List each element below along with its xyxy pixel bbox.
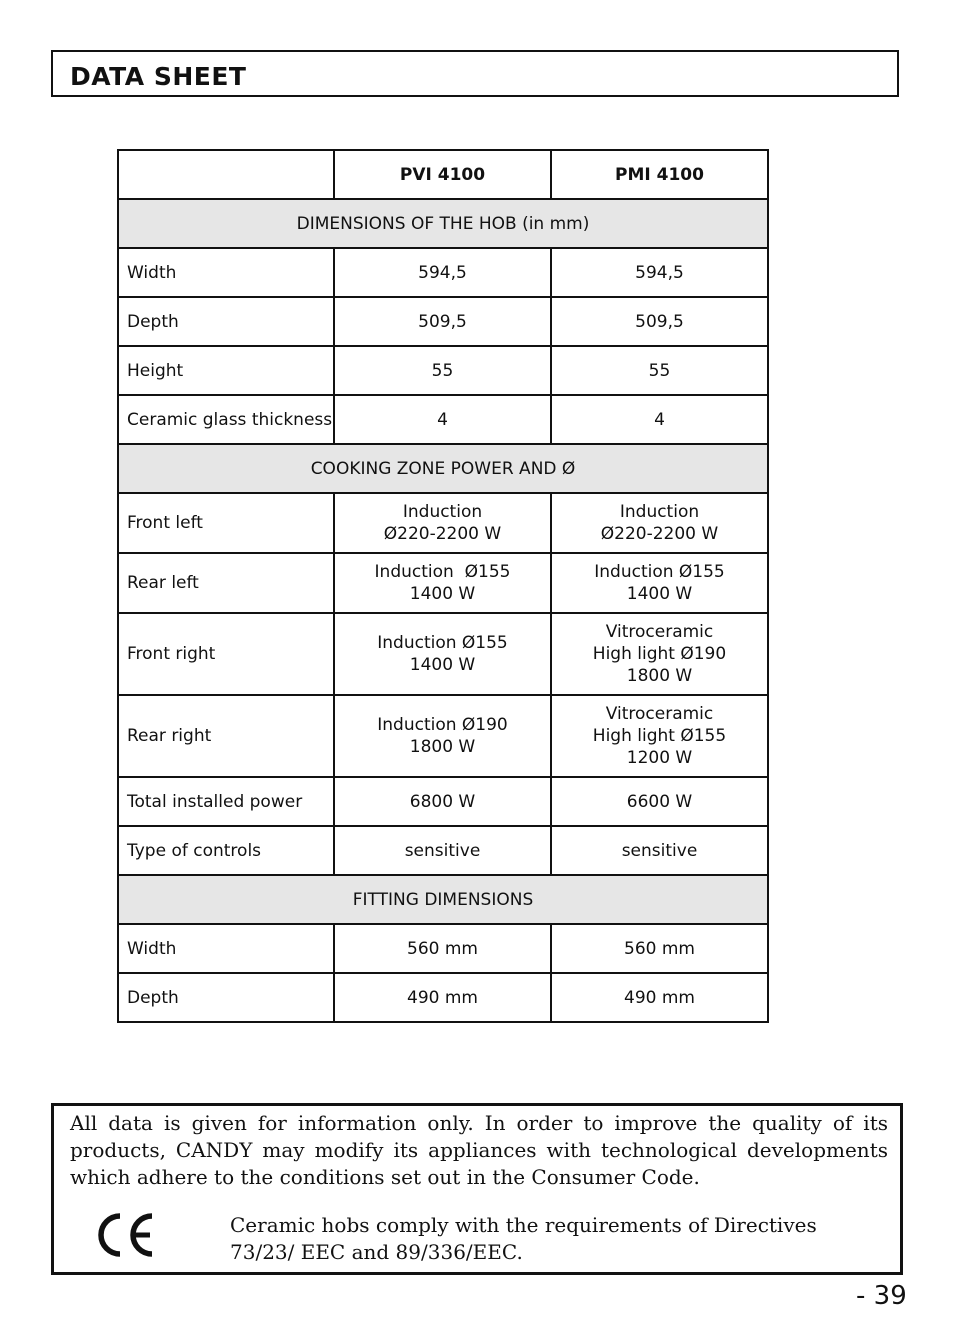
table-row [118, 695, 768, 777]
table-row [118, 553, 768, 613]
pvi-value [334, 695, 551, 777]
value-line: Ø220-2200 W [383, 524, 502, 544]
table-row [118, 924, 768, 973]
row-label: Rear left [118, 553, 334, 613]
pmi-value: 4 [551, 395, 768, 444]
section-title: FITTING DIMENSIONS [118, 875, 768, 924]
value-line: 1400 W [626, 584, 693, 604]
row-label: Depth [118, 297, 334, 346]
pmi-value: 509,5 [551, 297, 768, 346]
value-line: 1200 W [626, 748, 693, 768]
row-label: Front right [118, 613, 334, 695]
value-line: Induction [619, 502, 700, 522]
section-header-row [118, 444, 768, 493]
value-line: 1400 W [409, 655, 476, 675]
section-title: COOKING ZONE POWER AND Ø [118, 444, 768, 493]
page-title: DATA SHEET [70, 62, 247, 91]
pmi-value [551, 695, 768, 777]
pvi-value [334, 613, 551, 695]
data-sheet-table [117, 149, 769, 1023]
pvi-value [334, 553, 551, 613]
value-line: Induction Ø155 [377, 633, 508, 653]
value-line: High light Ø190 [592, 644, 727, 664]
section-header-row [118, 875, 768, 924]
column-header: PMI 4100 [551, 150, 768, 199]
directives-line: 73/23/ EEC and 89/336/EEC. [230, 1240, 523, 1264]
directives-line: Ceramic hobs comply with the requirements of Directives [230, 1213, 817, 1237]
value-line: Induction Ø190 [377, 715, 508, 735]
column-header: PVI 4100 [334, 150, 551, 199]
pmi-value: 560 mm [551, 924, 768, 973]
pmi-value: 594,5 [551, 248, 768, 297]
row-label: Width [118, 248, 334, 297]
value-line: Induction Ø155 [594, 562, 725, 582]
value-line: 1800 W [409, 737, 476, 757]
row-label: Depth [118, 973, 334, 1022]
table-row [118, 395, 768, 444]
pvi-value: 509,5 [334, 297, 551, 346]
row-label: Ceramic glass thickness [118, 395, 334, 444]
table-row [118, 613, 768, 695]
table-row [118, 248, 768, 297]
section-title: DIMENSIONS OF THE HOB (in mm) [118, 199, 768, 248]
pmi-value [551, 613, 768, 695]
pvi-value: 55 [334, 346, 551, 395]
pvi-value: 6800 W [334, 777, 551, 826]
pvi-value: 490 mm [334, 973, 551, 1022]
pmi-value [551, 493, 768, 553]
pvi-value [334, 493, 551, 553]
ce-mark-icon [96, 1210, 158, 1260]
value-line: Vitroceramic [605, 622, 714, 642]
value-line: 1800 W [626, 666, 693, 686]
row-label: Height [118, 346, 334, 395]
pmi-value [551, 553, 768, 613]
data-sheet-header [51, 50, 899, 97]
row-label: Total installed power [118, 777, 334, 826]
table-row [118, 346, 768, 395]
pvi-value: 560 mm [334, 924, 551, 973]
table-header-row [118, 150, 768, 199]
disclaimer-text: All data is given for information only. In order to improve the quality of its products, CANDY may modify its appliances with technological developments which adhere to the conditions set out in the Consumer Code. [70, 1111, 888, 1189]
pmi-value: sensitive [551, 826, 768, 875]
table-row [118, 297, 768, 346]
value-line: 1400 W [409, 584, 476, 604]
row-label: Width [118, 924, 334, 973]
table-row [118, 826, 768, 875]
table-row [118, 493, 768, 553]
section-header-row [118, 199, 768, 248]
value-line: Induction Ø155 [374, 562, 511, 582]
pvi-value: 594,5 [334, 248, 551, 297]
value-line: Vitroceramic [605, 704, 714, 724]
pvi-value: 4 [334, 395, 551, 444]
value-line: High light Ø155 [592, 726, 727, 746]
value-line: Induction [402, 502, 483, 522]
table-row [118, 973, 768, 1022]
row-label: Rear right [118, 695, 334, 777]
page-number: - 39 [856, 1281, 907, 1311]
column-header [118, 150, 334, 199]
table-row [118, 777, 768, 826]
directives-text [230, 1212, 850, 1266]
pmi-value: 6600 W [551, 777, 768, 826]
pmi-value: 55 [551, 346, 768, 395]
row-label: Front left [118, 493, 334, 553]
row-label: Type of controls [118, 826, 334, 875]
disclaimer-box [51, 1103, 903, 1275]
value-line: Ø220-2200 W [600, 524, 719, 544]
pmi-value: 490 mm [551, 973, 768, 1022]
pvi-value: sensitive [334, 826, 551, 875]
